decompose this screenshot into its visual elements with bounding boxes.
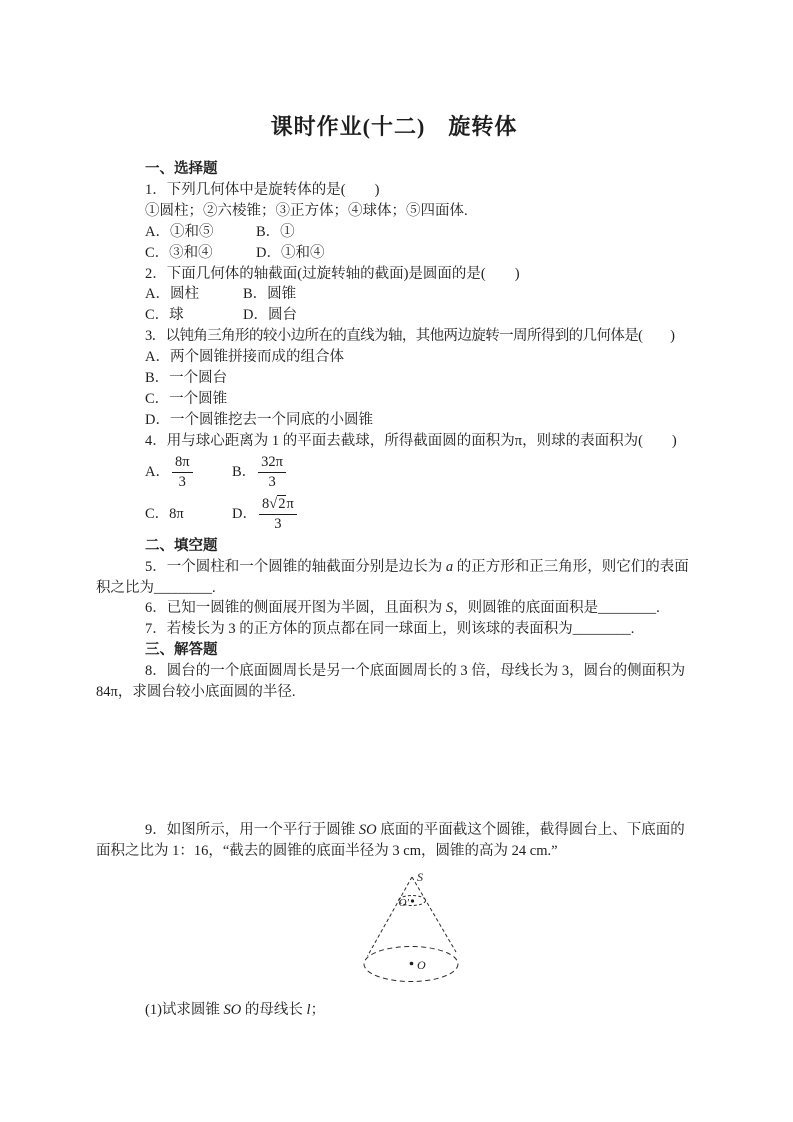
upper-center-point bbox=[411, 899, 414, 902]
question-4-options-ab bbox=[96, 452, 692, 494]
q1-option-a: A．①和⑤ bbox=[145, 223, 214, 240]
q1-option-b: B．① bbox=[256, 223, 295, 240]
question-1-options-cd bbox=[96, 243, 692, 264]
page-title: 课时作业(十二) 旋转体 bbox=[270, 114, 518, 139]
q2-option-d: D．圆台 bbox=[243, 307, 297, 324]
cone-figure bbox=[350, 868, 480, 1000]
radical-sign: √ bbox=[269, 496, 278, 513]
q4-option-d bbox=[232, 496, 297, 533]
variable-a: a bbox=[445, 558, 454, 575]
q4-option-d-label: D． bbox=[232, 506, 257, 523]
q2-option-b: B．圆锥 bbox=[243, 286, 297, 303]
question-3-stem: 3．以钝角三角形的较小边所在的直线为轴，其他两边旋转一周所得到的几何体是( ) bbox=[145, 328, 675, 345]
q3-option-d: D．一个圆锥挖去一个同底的小圆锥 bbox=[145, 411, 373, 428]
q1-option-d: D．①和④ bbox=[256, 244, 325, 261]
q4-option-a bbox=[145, 454, 232, 491]
q4-option-c: C．8π bbox=[145, 506, 184, 523]
fraction: $\frac{32\pi}{3}$ bbox=[258, 454, 286, 491]
q3-option-c: C．一个圆锥 bbox=[145, 390, 228, 407]
worksheet-body bbox=[96, 159, 692, 1021]
fraction: $\frac{8\pi}{3}$ bbox=[172, 454, 193, 491]
section-heading-solve: 三、解答题 bbox=[145, 642, 218, 659]
variable-l: l bbox=[306, 1001, 311, 1018]
base-center-point bbox=[410, 961, 414, 965]
page-content bbox=[96, 0, 692, 1021]
section-heading-choice: 一、选择题 bbox=[145, 161, 218, 177]
question-9: 9．如图所示，用一个平行于圆锥 SO 底面的平面截这个圆锥，截得圆台上、下底面的面积之比为 1：16，“截去的圆锥的底面半径为 3 cm，圆锥的高为 24 cm.” bbox=[96, 821, 685, 859]
q1-option-c: C．③和④ bbox=[145, 244, 213, 261]
question-1-options-ab bbox=[96, 222, 692, 243]
upper-center-label: O′ bbox=[398, 896, 409, 909]
q2-option-c: C．球 bbox=[145, 307, 184, 324]
question-8: 8．圆台的一个底面圆周长是另一个底面圆周长的 3 倍，母线长为 3，圆台的侧面积为 84π，求圆台较小底面圆的半径. bbox=[96, 663, 686, 701]
apex-label: S bbox=[417, 869, 423, 884]
q3-option-b: B．一个圆台 bbox=[145, 370, 228, 387]
variable-SO: SO bbox=[358, 821, 377, 838]
q3-option-a: A．两个圆锥拼接而成的组合体 bbox=[145, 349, 344, 366]
q4-option-b-label: B． bbox=[232, 464, 257, 481]
question-9-part-1: (1)试求圆锥 SO 的母线长 l； bbox=[145, 1001, 326, 1018]
question-2-options-cd bbox=[96, 305, 692, 326]
q2-option-a: A．圆柱 bbox=[145, 286, 199, 303]
question-2-stem: 2．下面几何体的轴截面(过旋转轴的截面)是圆面的是( ) bbox=[145, 265, 520, 282]
cone-left-slant bbox=[368, 877, 413, 956]
question-5: 5．一个圆柱和一个圆锥的轴截面分别是边长为 a 的正方形和正三角形，则它们的表面积之比为________. bbox=[96, 558, 689, 596]
cone-figure-container bbox=[96, 868, 692, 1000]
q4-option-a-label: A． bbox=[145, 464, 170, 481]
variable-S: S bbox=[445, 600, 454, 617]
question-2-options-ab bbox=[96, 284, 692, 305]
section-heading-fill: 二、填空题 bbox=[145, 537, 218, 554]
q4-option-b bbox=[232, 454, 286, 491]
question-7: 7．若棱长为 3 的正方体的顶点都在同一球面上，则该球的表面积为________. bbox=[145, 621, 635, 638]
cone-right-slant bbox=[412, 877, 456, 952]
question-4-options-cd bbox=[96, 494, 692, 536]
question-4-stem: 4．用与球心距离为 1 的平面去截球，所得截面圆的面积为π，则球的表面积为( ) bbox=[145, 432, 677, 449]
question-1-items: ①圆柱；②六棱锥；③正方体；④球体；⑤四面体. bbox=[145, 202, 468, 219]
question-6: 6．已知一圆锥的侧面展开图为半圆，且面积为 S，则圆锥的底面面积是________. bbox=[145, 600, 660, 617]
variable-SO: SO bbox=[223, 1001, 242, 1018]
fraction-with-radical: $\frac{8√2\pi}{3}$ bbox=[259, 496, 297, 533]
base-center-label: O bbox=[417, 957, 426, 972]
question-1-stem: 1．下列几何体中是旋转体的是( ) bbox=[145, 181, 380, 198]
